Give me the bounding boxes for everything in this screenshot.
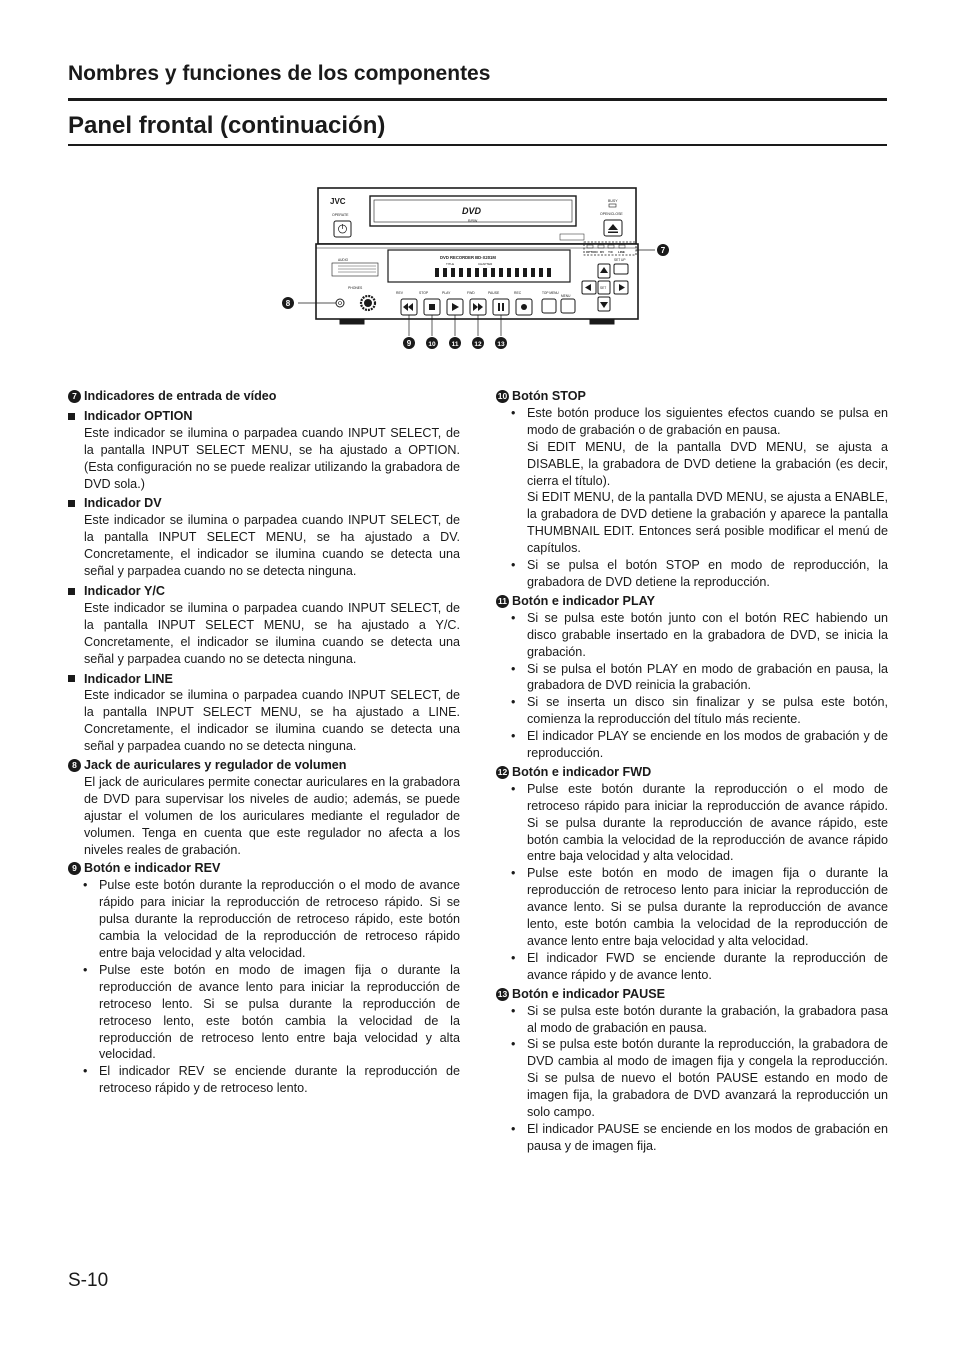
item-13-list bbox=[496, 1003, 888, 1155]
list-item: • Pulse este botón en modo de imagen fija o durante la reproducción de retroceso lento para iniciar la reproducción de avance lento. Si se pulsa durante la reproducción de avance lento, este botón cambia la velocidad de la reproducción de avance lento entre baja velocidad y alta velocidad. bbox=[527, 865, 888, 950]
item-number-badge: 11 bbox=[498, 595, 507, 606]
svg-text:DV: DV bbox=[600, 250, 605, 254]
item-number-badge: 13 bbox=[497, 988, 508, 999]
svg-text:STOP: STOP bbox=[419, 291, 429, 295]
item-8-heading bbox=[68, 757, 460, 774]
list-item: • Si se pulsa el botón STOP en modo de reproducción, la grabadora de DVD detiene la reproducción. bbox=[527, 557, 888, 591]
right-column bbox=[496, 386, 888, 1155]
front-panel-diagram bbox=[278, 182, 678, 357]
svg-text:REC: REC bbox=[514, 291, 522, 295]
item-10-list bbox=[496, 405, 888, 591]
list-item: • El indicador PAUSE se enciende en los modos de grabación en pausa y de imagen fija. bbox=[527, 1121, 888, 1155]
svg-text:Y/C: Y/C bbox=[608, 250, 614, 254]
item-number-badge: 7 bbox=[68, 390, 81, 403]
item-9-list bbox=[68, 877, 460, 1097]
square-bullet-icon bbox=[68, 588, 75, 595]
dvd-sub-logo: R/RW bbox=[468, 219, 478, 223]
svg-text:11: 11 bbox=[451, 341, 459, 348]
svg-text:9: 9 bbox=[406, 339, 412, 348]
option-text: Este indicador se ilumina o parpadea cuando INPUT SELECT, de la pantalla INPUT SELECT MENU, se ha ajustado a OPTION. (Esta configuración no se puede realizar utilizando la grabadora de DVD sola.) bbox=[84, 425, 460, 491]
section-rule bbox=[68, 98, 887, 101]
dv-text: Este indicador se ilumina o parpadea cuando INPUT SELECT, de la pantalla INPUT SELECT MENU, se ha ajustado a DV. Concretamente, el indicador se ilumina cuando se detecta una señal y parpadea cuando no se detecta ninguna. bbox=[84, 513, 460, 579]
set-label: SET bbox=[600, 286, 607, 290]
item-7-heading bbox=[68, 388, 460, 405]
page-title: Panel frontal (continuación) bbox=[68, 112, 386, 139]
list-item: • El indicador REV se enciende durante la reproducción de retroceso rápido y de retroceso lento. bbox=[99, 1063, 460, 1097]
list-item: • Si se inserta un disco sin finalizar y se pulsa este botón, comienza la reproducción del título más reciente. bbox=[527, 694, 888, 728]
list-item: • El indicador PLAY se enciende en los modos de grabación y de reproducción. bbox=[527, 728, 888, 762]
item-11-heading bbox=[496, 593, 888, 610]
dv-heading: Indicador DV bbox=[68, 495, 460, 512]
item-10-heading bbox=[496, 388, 888, 405]
item-12-heading bbox=[496, 764, 888, 781]
svg-text:12: 12 bbox=[474, 341, 482, 348]
model-label: DVD RECORDER BD-X201M bbox=[440, 255, 496, 260]
list-item: • Pulse este botón durante la reproducción o el modo de retroceso rápido para iniciar la reproducción de avance rápido. Si se pulsa durante la reproducción de avance rápido, este botón cambia la velocidad de la reproducción de avance rápido entre baja velocidad y alta velocidad. bbox=[527, 781, 888, 866]
svg-text:FWD: FWD bbox=[467, 291, 475, 295]
yc-text: Este indicador se ilumina o parpadea cuando INPUT SELECT, de la pantalla INPUT SELECT MENU, se ha ajustado a Y/C. Concretamente, el indicador se ilumina cuando se detecta una señal y parpadea cuando no se detecta ninguna. bbox=[84, 600, 460, 666]
section-title: Nombres y funciones de los componentes bbox=[68, 62, 491, 85]
item-11-list bbox=[496, 610, 888, 762]
chapter-label: CHAPTER bbox=[478, 262, 493, 266]
item-9-title: Botón e indicador REV bbox=[84, 861, 221, 876]
list-item: • El indicador FWD se enciende durante la reproducción de avance rápido y de avance lento. bbox=[527, 950, 888, 984]
item-8-text: El jack de auriculares permite conectar auriculares en la grabadora de DVD para supervisar los niveles de audio; además, se puede ajustar el volumen de los auriculares mediante el regulador de volumen. Tenga en cuenta que este regulador no afecta a los niveles reales de grabación. bbox=[84, 774, 460, 857]
svg-text:LINE: LINE bbox=[618, 250, 625, 254]
list-item: • Pulse este botón durante la reproducción o el modo de avance rápido para iniciar la reproducción de retroceso rápido. Si se pulsa durante la reproducción de retroceso rápido, este botón cambia la velocidad de la reproducción de retroceso rápido entre baja velocidad y alta velocidad. bbox=[99, 877, 460, 962]
top-menu-label: TOP MENU bbox=[542, 291, 559, 295]
item-9-heading bbox=[68, 860, 460, 877]
busy-label: BUSY bbox=[608, 199, 618, 203]
svg-text:REV: REV bbox=[396, 291, 403, 295]
square-bullet-icon bbox=[68, 413, 75, 420]
svg-text:13: 13 bbox=[497, 341, 505, 348]
line-text: Este indicador se ilumina o parpadea cuando INPUT SELECT, de la pantalla INPUT SELECT MENU, se ha ajustado a LINE. Concretamente, el indicador se ilumina cuando se detecta una señal y parpadea cuando no se detecta ninguna. bbox=[84, 688, 460, 754]
svg-text:8: 8 bbox=[285, 299, 291, 308]
title-label: TITLE bbox=[446, 262, 455, 266]
square-bullet-icon bbox=[68, 500, 75, 507]
display-digits bbox=[435, 268, 551, 277]
list-item: • Si se pulsa este botón durante la reproducción, la grabadora de DVD cambia al modo de imagen fija y congela la reproducción. Si se pulsa de nuevo el botón PAUSE estando en modo de imagen fija, la grabadora de DVD avanzará la reproducción un solo campo. bbox=[527, 1036, 888, 1121]
brand-logo: JVC bbox=[330, 197, 346, 206]
set-up-label: SET UP bbox=[614, 258, 626, 262]
item-number-badge: 10 bbox=[497, 390, 508, 401]
page-number: S-10 bbox=[68, 1270, 109, 1291]
list-item: • Si se pulsa este botón junto con el botón REC habiendo un disco grabable insertado en la grabadora de DVD, se inicia la grabación. bbox=[527, 610, 888, 661]
item-number-badge: 12 bbox=[497, 766, 508, 777]
title-rule bbox=[68, 144, 887, 146]
yc-heading: Indicador Y/C bbox=[68, 583, 460, 600]
item-13-title: Botón e indicador PAUSE bbox=[512, 986, 666, 1001]
item-10-title: Botón STOP bbox=[512, 389, 586, 403]
svg-text:PAUSE: PAUSE bbox=[488, 291, 500, 295]
dvd-logo: DVD bbox=[462, 206, 482, 216]
option-heading: Indicador OPTION bbox=[68, 408, 460, 425]
item-13-heading bbox=[496, 986, 888, 1003]
list-item: • Si se pulsa este botón durante la grabación, la grabadora pasa al modo de grabación en pausa. bbox=[527, 1003, 888, 1037]
svg-text:10: 10 bbox=[428, 341, 436, 348]
list-item: • Este botón produce los siguientes efectos cuando se pulsa en modo de grabación o de grabación en pausa. Si EDIT MENU, de la pantalla DVD MENU, se ajusta a DISABLE, la grabadora de DVD detiene la grabación (es decir, cierra el título). Si EDIT MENU, de la pantalla DVD MENU, se ajusta a ENABLE, la grabadora de DVD detiene la grabación y aparece la pantalla THUMBNAIL EDIT. Entonces será posible modificar el menú de capítulos. bbox=[527, 405, 888, 557]
square-bullet-icon bbox=[68, 675, 75, 682]
foot-right bbox=[590, 319, 614, 324]
phones-label: PHONES bbox=[348, 286, 363, 290]
item-7-title: Indicadores de entrada de vídeo bbox=[84, 389, 277, 403]
svg-text:OPTION: OPTION bbox=[586, 250, 598, 254]
item-11-title: Botón e indicador PLAY bbox=[512, 593, 655, 608]
item-number-badge: 9 bbox=[68, 862, 81, 875]
menu-label: MENU bbox=[561, 294, 571, 298]
audio-label: AUDIO bbox=[338, 258, 349, 262]
list-item: • Si se pulsa el botón PLAY en modo de grabación en pausa, la grabadora de DVD reinicia la grabación. bbox=[527, 661, 888, 695]
item-12-title: Botón e indicador FWD bbox=[512, 764, 652, 779]
item-8-title: Jack de auriculares y regulador de volumen bbox=[84, 758, 347, 773]
item-number-badge: 8 bbox=[68, 759, 81, 772]
foot-left bbox=[340, 319, 364, 324]
list-item: • Pulse este botón en modo de imagen fija o durante la reproducción de avance lento para iniciar la reproducción de retroceso lento. Si se pulsa durante la reproducción de retroceso lento, este botón cambia la velocidad de la reproducción de retroceso lento entre baja velocidad y alta velocidad. bbox=[99, 962, 460, 1063]
operate-label: OPERATE bbox=[332, 213, 349, 217]
line-heading: Indicador LINE bbox=[68, 671, 460, 688]
svg-text:PLAY: PLAY bbox=[442, 291, 451, 295]
left-column bbox=[68, 386, 460, 1097]
item-12-list bbox=[496, 781, 888, 984]
open-close-label: OPEN/CLOSE bbox=[600, 212, 623, 216]
svg-text:7: 7 bbox=[660, 246, 666, 255]
